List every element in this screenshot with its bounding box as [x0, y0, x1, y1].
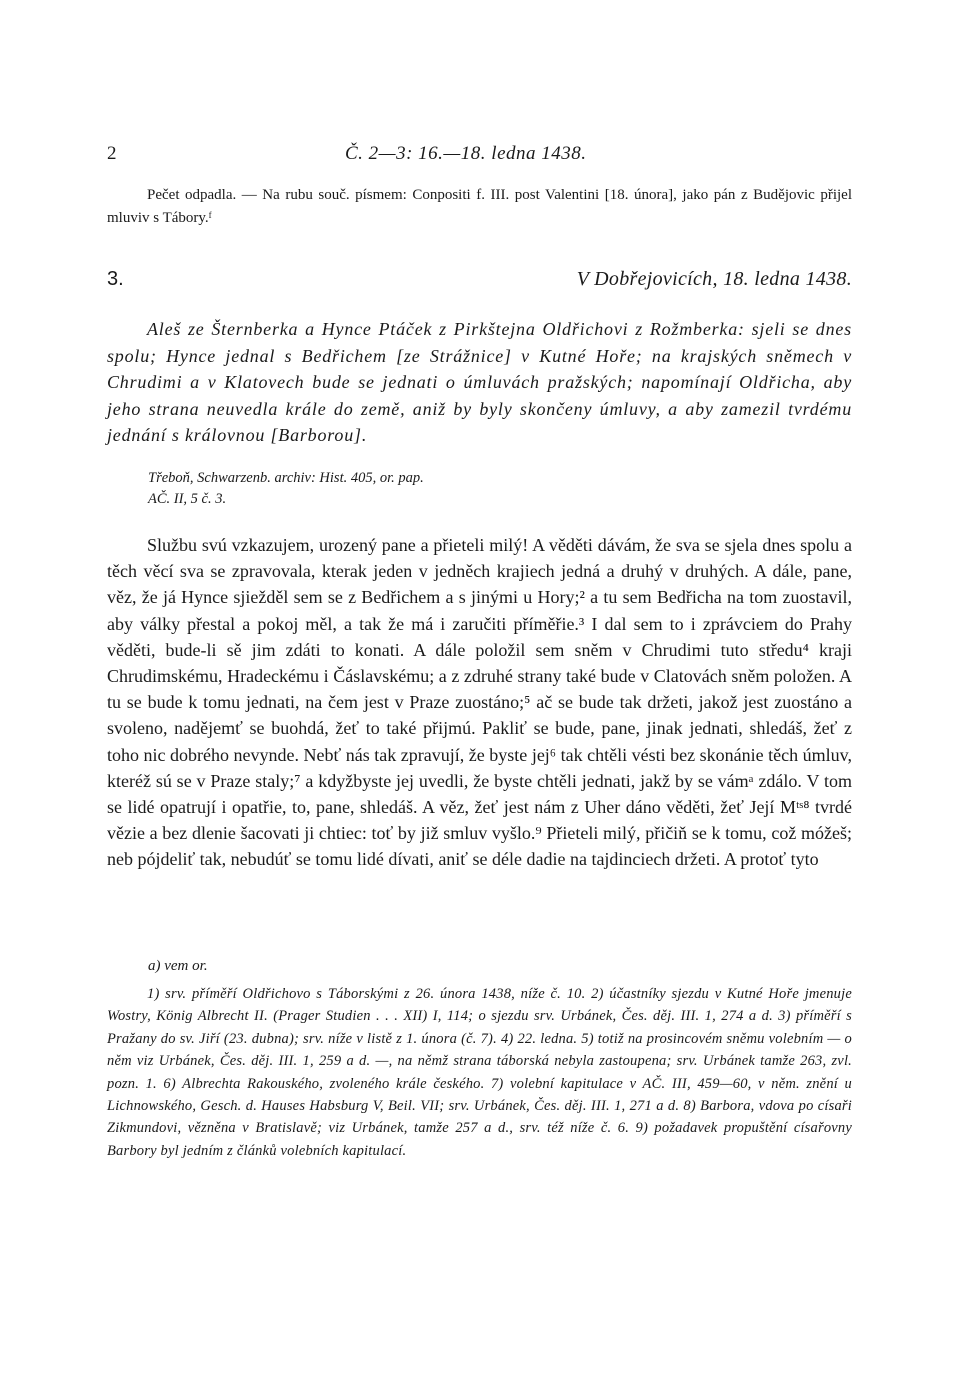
document-place-date: V Dobřejovicích, 18. ledna 1438.: [576, 268, 852, 290]
footnotes: [107, 983, 852, 1162]
source-edition: AČ. II, 5 č. 3.: [148, 491, 227, 507]
regest-text: Aleš ze Šternberka a Hynce Ptáček z Pirkštejna Oldřichovi z Rožmberka: sjeli se dnes spolu; Hynce jednal s Bedřichem [ze Strážnice] v Kutné Hoře; na krajských sněmech v Chrudimi a v Klatovech bude se jednati o úmluvách pražských; napomínají Oldřicha, aby jeho strana neuvedla krále do země, aniž by byly skončeny úmluvy, a aby zamezil tvrdému jednání s královnou [Barborou].: [107, 319, 852, 445]
source-reference: [148, 468, 648, 510]
letter-text: Službu svú vzkazujem, urozený pane a přieteli milý! A věděti dávám, že sva se sjela dnes spolu a těch věcí sva se zpravovala, kterak jeden v jedněch krajiech jedná a druhý v druhých. A dále, pane, věz, že já Hynce sjiežděl sem se z Bedřichem a s jinými u Hory;² a tu sem Bedřicha na tom zuostavil, aby války přestal a pokoj měl, a tak že má i zaručiti příměřie.³ I dal sem to i zprávciem do Prahy věděti, bude-li sě jim zdáti to konati. A dále položil sem sněm v Chrudimi tuto středu⁴ kraji Chrudimskému, Hradeckému i Čáslavskému; a z zdruhé strany také bude v Clatovách sněm položen. A tu se bude k tomu jednati, na čem jest v Praze zuostáno;⁵ ač se bude tak držeti, jakož jest zuostáno a svoleno, nadějemť se buohdá, žeť to také přijmú. Pakliť se bude, pane, jinak jednati, shledáš, žeť z toho nic dobrého nevynde. Nebť nás tak zpravují, že byste jej⁶ tak chtěli vésti bez skonánie těch úmluv, kteréž sú se v Praze staly;⁷ a kdyžbyste jej uvedli, že byste chtěli jednati, jakž by se vámᵃ zdálo. V tom se lidé opatrují i opatřie, to, pane, shledáš. A věz, žeť jest nám z Uher dáno věděti, žeť Její Mᵗˢ⁸ tvrdé vězie a bez dlenie šacovati ji chtiec: toť by již smluv vyšlo.⁹ Přieteli milý, přičiň se k tomu, což móžeš; neb pójdeliť tak, nebudúť se tomu lidé dívati, aniť se déle dadie na tajdinciech držeti. A protoť tyto: [107, 535, 852, 870]
document-regest: [107, 316, 852, 449]
letter-body: [107, 532, 852, 873]
text-critical-note: a) vem or.: [148, 958, 208, 974]
running-title: Č. 2—3: 16.—18. ledna 1438.: [345, 143, 587, 164]
previous-document-note: [107, 184, 852, 230]
footnotes-text: 1) srv. příměří Oldřichovo s Táborskými z 26. února 1438, níže č. 10. 2) účastníky sjezdu v Kutné Hoře jmenuje Wostry, König Albrecht II. (Prager Studien . . . XII) I, 114; o sjezdu srv. Urbánek, Čes. děj. III. 1, 274 a d. 3) příměří s Pražany do sv. Jiří (23. dubna); srv. níže v listě z 1. února (č. 7). 4) 22. ledna. 5) totiž na prosincovém sněmu volebním — o něm viz Urbánek, Čes. děj. III. 1, 259 a d. —, na němž strana táborská nebyla zastoupena; srv. Urbánek tamže 263, zvl. pozn. 1. 6) Albrechta Rakouského, zvoleného krále českého. 7) volební kapitulace v AČ. III, 459—60, v něm. znění u Lichnowského, Gesch. d. Hauses Habsburg V, Beil. VII; srv. Urbánek, Čes. děj. III. 1, 271 a d. 8) Barbora, vdova po císaři Zikmundovi, vězněna v Bratislavě; viz Urbánek, tamže 257 a d., srv. též níže č. 6. 9) požadavek propuštění císařovny Barbory byl jedním z článků volebních kapitulací.: [107, 986, 852, 1159]
document-number: 3.: [107, 268, 124, 290]
page-number: 2: [107, 143, 117, 164]
document-heading: [107, 268, 852, 296]
previous-note-text: Pečet odpadla. — Na rubu souč. písmem: Conpositi f. III. post Valentini [18. února], jako pán z Budějovic přijel mluviv s Tábory.ᶠ: [107, 187, 852, 226]
page-header: [107, 143, 852, 167]
source-archive: Třeboň, Schwarzenb. archiv: Hist. 405, or. pap.: [148, 470, 424, 486]
